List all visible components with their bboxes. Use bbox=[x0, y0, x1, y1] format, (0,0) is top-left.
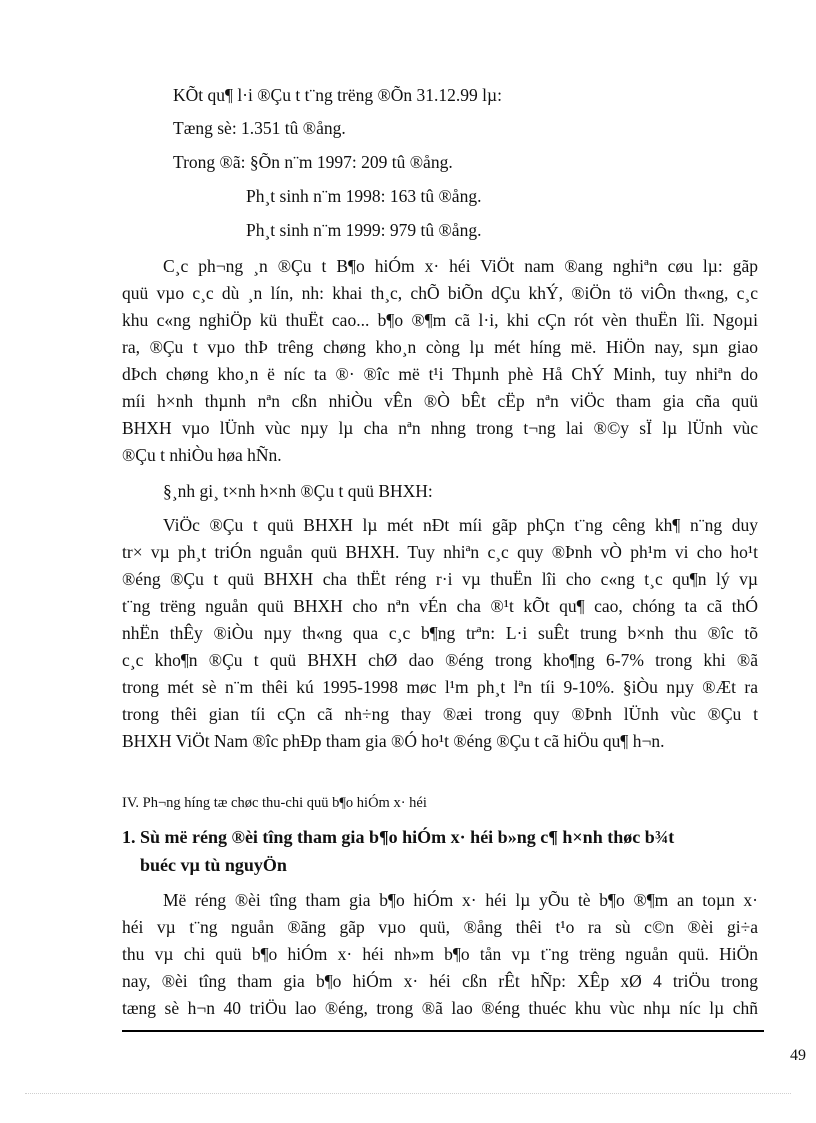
paragraph-3-line: tæng sè h¬n 40 triÖu lao ®éng, trong ®ã lao ®éng thuéc khu vùc nhµ níc lµ chñ bbox=[122, 998, 758, 1018]
paragraph-2-line: ®éng ®Çu t quü BHXH cha thËt réng r·i vµ thuËn lîi cho c«ng t¸c qu¶n lý vµ bbox=[122, 569, 758, 589]
section-heading: IV. Ph¬ng híng tæ chøc thu-chi quü b¶o hiÓm x· héi bbox=[122, 795, 427, 811]
summary-line: Ph¸t sinh n¨m 1998: 163 tû ®ång. bbox=[246, 186, 482, 206]
paragraph-1-line: ®Çu t nhiÒu høa hÑn. bbox=[122, 445, 282, 465]
paragraph-1-line: khu c«ng nghiÖp kü thuËt cao... b¶o ®¶m cã l·i, khi cÇn rót vèn thuËn lîi. Ngoµi bbox=[122, 310, 758, 330]
paragraph-2-line: trong mét sè n¨m thêi kú 1995-1998 møc l¹m ph¸t lªn tíi 9-10%. §iÒu nµy ®Æt ra bbox=[122, 677, 758, 697]
paragraph-1-line: C¸c ph¬ng ¸n ®Çu t B¶o hiÓm x· héi ViÖt nam ®ang nghiªn cøu lµ: gãp bbox=[163, 256, 758, 276]
subsection-heading: buéc vµ tù nguyÖn bbox=[140, 855, 287, 875]
paragraph-2-line: c¸c kho¶n ®Çu t quü BHXH chØ dao ®éng trong kho¶ng 6-7% trong khi ®ã bbox=[122, 650, 758, 670]
paragraph-2-line: BHXH ViÖt Nam ®îc phÐp tham gia ®Ó ho¹t ®éng ®Çu t cã hiÖu qu¶ h¬n. bbox=[122, 731, 665, 751]
paragraph-1-line: míi h×nh thµnh nªn cßn nhiÒu vÊn ®Ò bÊt cËp nªn viÖc tham gia cña quü bbox=[122, 391, 758, 411]
paragraph-1-line: quü vµo c¸c dù ¸n lín, nh: khai th¸c, chÕ biÕn dÇu khÝ, ®iÖn tö viÔn th«ng, c¸c bbox=[122, 283, 758, 303]
paragraph-2-line: t¨ng trëng nguån quü BHXH cho nªn vÉn cha ®¹t kÕt qu¶ cao, chóng ta cã thÓ bbox=[122, 596, 758, 616]
page-number: 49 bbox=[790, 1047, 806, 1064]
paragraph-2-line: nhËn thÊy ®iÒu nµy th«ng qua c¸c b¶ng trªn: L·i suÊt trung b×nh thu ®îc tõ bbox=[122, 623, 758, 643]
summary-line: Ph¸t sinh n¨m 1999: 979 tû ®ång. bbox=[246, 220, 482, 240]
paragraph-3-line: thu vµ chi quü b¶o hiÓm x· héi nh»m b¶o tån vµ t¨ng trëng nguån quü. HiÖn bbox=[122, 944, 758, 964]
paragraph-1-line: BHXH vµo lÜnh vùc nµy lµ cha nªn nhng trong t¬ng lai ®©y sÏ lµ lÜnh vùc bbox=[122, 418, 758, 438]
paragraph-2-line: ViÖc ®Çu t quü BHXH lµ mét nÐt míi gãp phÇn t¨ng cêng kh¶ n¨ng duy bbox=[163, 515, 758, 535]
paragraph-3-line: héi vµ t¨ng nguån ®ãng gãp vµo quü, ®ång thêi t¹o ra sù c©n ®èi gi÷a bbox=[122, 917, 758, 937]
paragraph-2-line: trong thêi gian tíi cÇn cã nh÷ng thay ®æi trong quy ®Þnh lÜnh vùc ®Çu t bbox=[122, 704, 758, 724]
footer-rule bbox=[122, 1030, 764, 1032]
paragraph-2-line: tr× vµ ph¸t triÓn nguån quü BHXH. Tuy nhiªn c¸c quy ®Þnh vÒ ph¹m vi cho ho¹t bbox=[122, 542, 758, 562]
paragraph-3-line: Më réng ®èi tîng tham gia b¶o hiÓm x· héi lµ yÕu tè b¶o ®¶m an toµn x· bbox=[163, 890, 758, 910]
page-bottom-dotted-line bbox=[25, 1093, 791, 1094]
paragraph-3-line: nay, ®èi tîng tham gia b¶o hiÓm x· héi cßn rÊt hÑp: XÊp xØ 4 triÖu trong bbox=[122, 971, 758, 991]
summary-line: KÕt qu¶ l·i ®Çu t t¨ng trëng ®Õn 31.12.99 lµ: bbox=[173, 85, 502, 105]
assessment-heading: §¸nh gi¸ t×nh h×nh ®Çu t quü BHXH: bbox=[163, 481, 433, 501]
summary-line: Trong ®ã: §Õn n¨m 1997: 209 tû ®ång. bbox=[173, 152, 453, 172]
paragraph-1-line: dÞch chøng kho¸n ë níc ta ®· ®îc më t¹i Thµnh phè Hå ChÝ Minh, tuy nhiªn do bbox=[122, 364, 758, 384]
subsection-heading: 1. Sù më réng ®èi tîng tham gia b¶o hiÓm x· héi b»ng c¶ h×nh thøc b¾t bbox=[122, 827, 675, 847]
summary-line: Tæng sè: 1.351 tû ®ång. bbox=[173, 118, 346, 138]
paragraph-1-line: ra, ®Çu t vµo thÞ trêng chøng kho¸n còng lµ mét híng më. HiÖn nay, sµn giao bbox=[122, 337, 758, 357]
